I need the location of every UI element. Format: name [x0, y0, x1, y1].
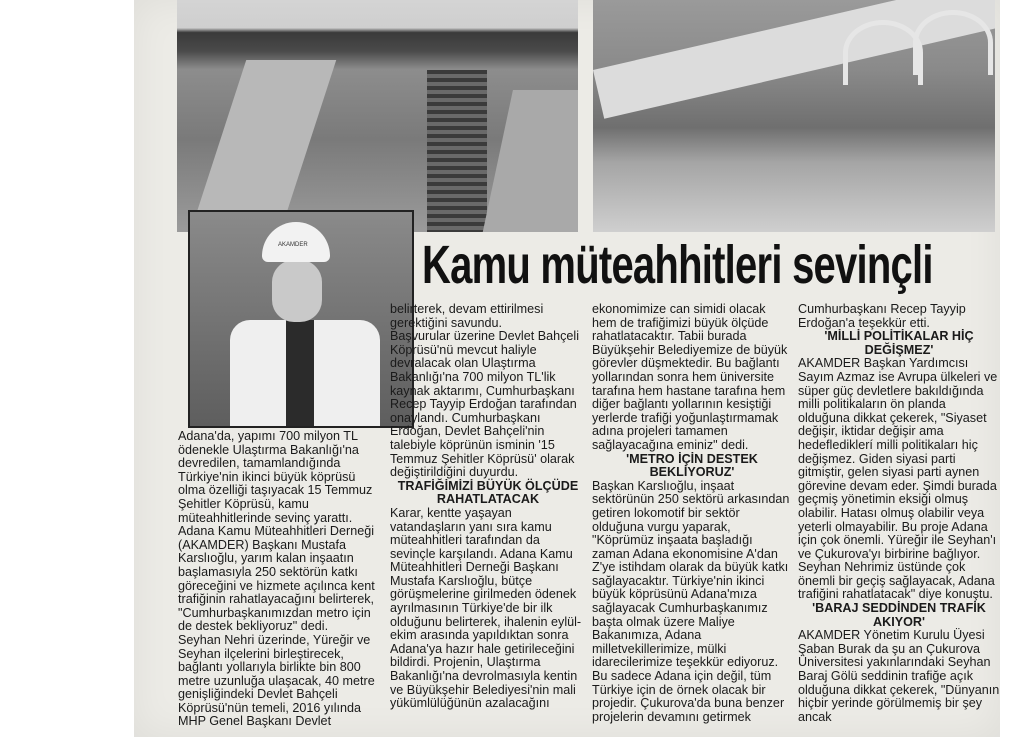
- article-paragraph: Karar, kentte yaşayan vatandaşların yanı sıra kamu müteahhitleri tarafından da sevinçle karşılandı. Adana Kamu Müteahhitleri Derneği Başkanı Mustafa Karslıoğlu, bütçe görüşmelerine girilmeden ödenek ayrılmasının Türkiye'de bir ilk olduğunu belirterek, ihalenin eylül-ekim arasında yapıldıktan sonra Adana'ya hazır hale getirileceğini bildirdi. Projenin, Ulaştırma Bakanlığı'na devrolmasıyla kentin ve Büyükşehir Belediyesi'nin mali yükümlülüğünün azalacağını: [390, 505, 582, 711]
- section-subheading: TRAFİĞİMİZİ BÜYÜK ÖLÇÜDE RAHATLATACAK: [397, 478, 579, 507]
- article-column-3: [592, 303, 792, 724]
- photo-road: [188, 60, 336, 232]
- section-subheading: 'METRO İÇİN DESTEK BEKLİYORUZ': [626, 451, 758, 480]
- article-paragraph: AKAMDER Başkan Yardımcısı Sayım Azmaz ise Avrupa ülkeleri ve süper güç devletlere bakıldığında milli politikaların ön planda olduğuna dikkat çekerek, "Siyaset değişir, iktidar değişir ama hedeflediklerí milli politikaları hiç değişmez. Giden siyasi parti gitmiştir, gelen siyasi parti aynen görevine devam eder. Şimdi burada geçmiş yönetimin eksiği olmuş olabilir. Hatası olmuş olabilir veya yeterli olmayabilir. Bu proje Adana için çok önemli. Yüreğir ile Seyhan'ı ve Çukurova'yı birbirine bağlıyor. Seyhan Nehrimiz üstünde çok önemli bir geçiş sağlayacak, Adana trafiğini rahatlatacak" diye konuştu.: [798, 356, 998, 602]
- article-paragraph: belirterek, devam ettirilmesi gerektiğini savundu.: [390, 302, 544, 330]
- photo-bridge-arch: [913, 10, 993, 75]
- photo-bridge-arch: [843, 20, 923, 85]
- article-paragraph: Başvurular üzerine Devlet Bahçeli Köprüsü'nü mevcut haliyle devralacak olan Ulaştırma Bakanlığı'na 700 milyon TL'lik kaynak aktarımı, Cumhurbaşkanı Recep Tayyip Erdoğan tarafından onaylandı. Cumhurbaşkanı Erdoğan, Devlet Bahçeli'nin talebiyle köprünün isminin '15 Temmuz Şehitler Köprüsü' olarak değiştirildiğini duyurdu.: [390, 329, 579, 480]
- section-subheading: 'MİLLİ POLİTİKALAR HİÇ DEĞİŞMEZ': [824, 329, 974, 357]
- article-paragraph: AKAMDER Yönetim Kurulu Üyesi Şaban Burak da şu an Çukurova Üniversitesi yakınlarındaki Seyhan Baraj Gölü seddinin trafiğe açık olduğuna dikkat çekerek, "Dünyanın hiçbir yerinde görülmemiş bir şey ancak: [798, 628, 1000, 724]
- photo-bridge-construction: [427, 70, 487, 232]
- helmet-logo-text: AKAMDER: [278, 242, 308, 248]
- article-column-4: [798, 303, 1000, 724]
- photo-field: [481, 90, 578, 232]
- headline: Kamu müteahhitleri sevinçli: [422, 235, 933, 295]
- section-subheading: 'BARAJ SEDDİNDEN TRAFİK AKIYOR': [812, 601, 986, 629]
- portrait-photo: [188, 210, 414, 428]
- bridge-rendering-photo: [593, 0, 995, 232]
- photo-face: [272, 260, 322, 322]
- article-column-1: [178, 430, 386, 729]
- article-paragraph: ekonomimize can simidi olacak hem de trafiğimizi büyük ölçüde rahatlatacaktır. Tabii burada Büyükşehir Belediyemize de büyük görevler düşmektedir. Bu bağlantı yollarından sonra hem üniversite tarafına hem hastane tarafına hem diğer bağlantı yollarının kesiştiği yerlerde trafiği yoğunlaştırmamak adına projeleri tamamen sağlayacağına eminiz" dedi.: [592, 302, 788, 452]
- article-paragraph: Adana'da, yapımı 700 milyon TL ödenekle Ulaştırma Bakanlığı'na devredilen, tamamlandığında Türkiye'nin ikinci büyük köprüsü olma özelliği taşıyacak 15 Temmuz Şehitler Köprüsü, kamu müteahhitlerinde sevinç yarattı. Adana Kamu Müteahhitleri Derneği (AKAMDER) Başkanı Mustafa Karslıoğlu, yarım kalan inşaatın başlamasıyla 250 sektörün katkı göreceğini ve hizmete açılınca kent trafiğinin rahatlayacağını belirterek, "Cumhurbaşkanımızdan metro için de destek bekliyoruz" dedi.: [178, 429, 375, 634]
- photo-shirt: [286, 320, 314, 428]
- article-paragraph: Başkan Karslıoğlu, inşaat sektörünün 250 sektörü arkasından getiren lokomotif bir sektör olduğuna vurgu yaparak, "Köprümüz inşaata başladığı zaman Adana ekonomisine A'dan Z'ye istihdam olarak da büyük katkı sağlayacaktır. Türkiye'nin ikinci büyük köprüsünü Adana'mıza sağlayacak Cumhurbaşkanımız başta olmak üzere Maliye Bakanımıza, Adana milletvekillerimize, mülki idarecilerimize teşekkür ediyoruz. Bu sadece Adana için değil, tüm Türkiye için de örnek olacak bir projedir. Çukurova'da buna benzer projelerin devamını getirmek: [592, 478, 790, 724]
- article-paragraph: Seyhan Nehri üzerinde, Yüreğir ve Seyhan ilçelerini birleştirecek, bağlantı yollarıyla birlikte bin 800 metre uzunluğa ulaşacak, 40 metre genişliğindeki Devlet Bahçeli Köprüsü'nün temeli, 2016 yılında MHP Genel Başkanı Devlet: [178, 632, 375, 729]
- article-column-2: [390, 303, 586, 711]
- article-paragraph: Cumhurbaşkanı Recep Tayyip Erdoğan'a teşekkür etti.: [798, 302, 966, 330]
- construction-site-photo: [177, 0, 578, 232]
